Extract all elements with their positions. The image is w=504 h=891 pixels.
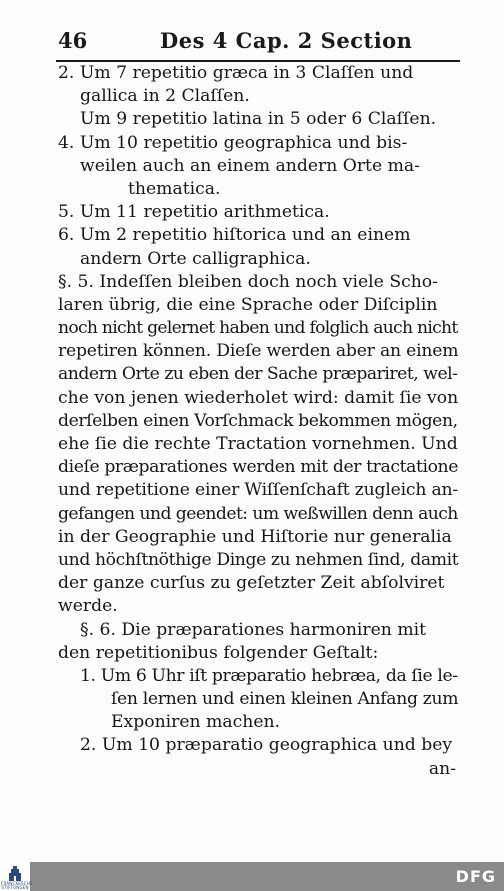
text-line: che von jenen wiederholet wird: damit ſie von [58,387,459,408]
page-header [58,28,458,58]
dfg-logo: DFG [455,867,496,886]
text-line: 4. Um 10 repetitio geographica und bis- [58,132,408,153]
text-line: §. 6. Die præparationes harmoniren mit [80,619,427,640]
text-line: ſen lernen und einen kleinen Anfang zum [111,689,459,710]
text-line: andern Orte zu eben der Sache præpariret, wel- [58,364,458,385]
text-line: 5. Um 11 repetitio arithmetica. [58,202,330,223]
text-line: in der Geographie und Hiſtorie nur generalia [58,526,452,547]
text-line: andern Orte calligraphica. [80,248,311,269]
text-line: 2. Um 7 repetitio græca in 3 Claſſen und [58,63,414,83]
text-line: Exponiren machen. [111,712,281,733]
building-icon [8,866,22,881]
text-line: thematica. [128,178,221,199]
text-line: 6. Um 2 repetitio hiſtorica und an einem [58,225,411,246]
text-line: laren übrig, die eine Sprache oder Diſciplin [58,294,438,315]
page-number: 46 [58,28,88,53]
text-line: derſelben einen Vorſchmack bekommen mögen, [58,410,458,431]
text-line: noch nicht gelernet haben und folglich auch nicht [58,318,458,339]
text-line: ehe ſie die rechte Tractation vornehmen. Und [58,434,458,454]
text-line: §. 5. Indeſſen bleiben doch noch viele Scho- [58,271,438,292]
text-line: dieſe præparationes werden mit der tractatione [58,457,458,478]
text-line: und repetitione einer Wiſſenſchaft zugleich an- [58,480,459,501]
text-line: und höchſtnöthige Dinge zu nehmen ſind, damit [58,549,459,570]
text-line: gallica in 2 Claſſen. [80,86,250,107]
text-line: gefangen und geendet: um weßwillen denn auch [58,503,458,524]
text-line: weilen auch an einem andern Orte ma- [80,155,420,176]
body-text [58,62,458,781]
text-line: Um 9 repetitio latina in 5 oder 6 Claſſen. [80,109,437,130]
catchword: an- [428,758,456,779]
text-line: 1. Um 6 Uhr iſt præparatio hebræa, da ſie le- [80,665,458,686]
institution-logo [0,862,33,891]
text-line: repetiren können. Dieſe werden aber an einem [58,341,459,362]
logo-text: FRANCKESCHE STIFTUNGEN [1,881,33,890]
text-line: 2. Um 10 præparatio geographica und bey [80,735,453,756]
running-head: Des 4 Cap. 2 Section [160,28,413,53]
viewer-footer-bar [0,862,504,891]
text-line: werde. [58,596,118,617]
text-line: der ganze curſus zu geſetzter Zeit abſolviret [58,573,445,594]
text-line: den repetitionibus folgender Geſtalt: [58,642,379,663]
